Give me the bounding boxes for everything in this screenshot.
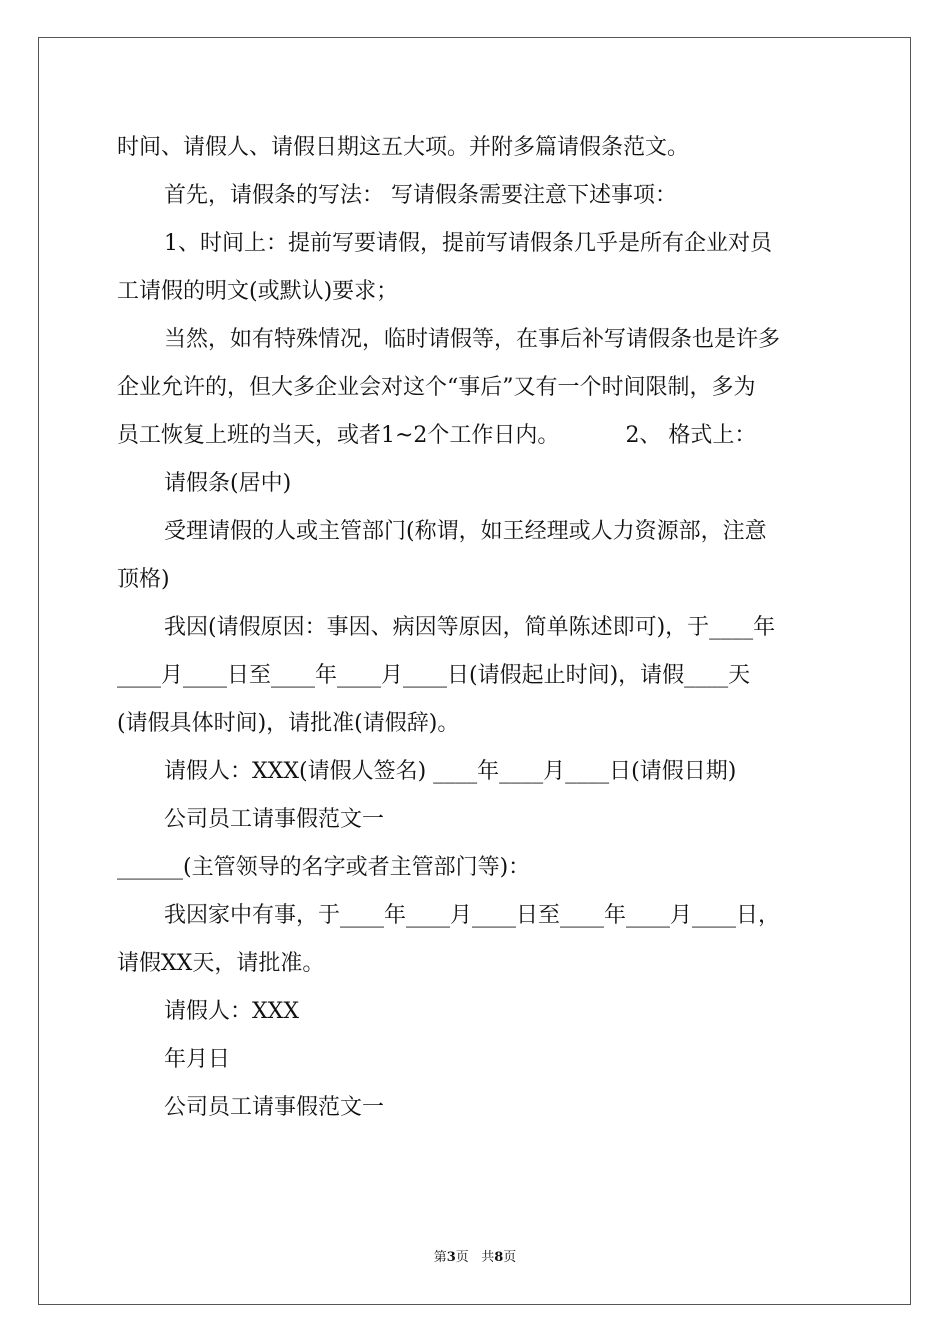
paragraph-line <box>117 416 833 464</box>
footer-page-unit: 页 <box>455 1250 469 1265</box>
paragraph-line: 请假条(居中) <box>164 471 292 496</box>
paragraph-line: 请假人：XXX <box>164 999 299 1024</box>
paragraph-line: 受理请假的人或主管部门(称谓，如王经理或人力资源部，注意 <box>164 519 767 544</box>
paragraph-line: (请假具体时间)，请批准(请假辞)。 <box>117 711 460 736</box>
paragraph-line: 1、时间上：提前写要请假，提前写请假条几乎是所有企业对员 <box>164 231 772 256</box>
paragraph-line: 顶格) <box>117 567 170 592</box>
paragraph-line: 当然，如有特殊情况，临时请假等，在事后补写请假条也是许多 <box>164 327 781 352</box>
paragraph-text: 2、 格式上： <box>625 423 757 448</box>
paragraph-line: 工请假的明文(或默认)要求； <box>117 279 399 304</box>
paragraph-line: 首先，请假条的写法： 写请假条需要注意下述事项： <box>164 183 677 208</box>
footer-page-number: 3 <box>446 1250 456 1265</box>
paragraph-line: 时间、请假人、请假日期这五大项。并附多篇请假条范文。 <box>117 135 690 160</box>
document-body <box>117 128 833 1136</box>
paragraph-line: 公司员工请事假范文一 <box>164 1095 385 1120</box>
paragraph-line: 我因家中有事，于____年____月____日至____年____月____日， <box>164 903 781 928</box>
paragraph-line: 请假人：XXX(请假人签名) ____年____月____日(请假日期) <box>164 759 737 784</box>
paragraph-line: 企业允许的，但大多企业会对这个“事后”又有一个时间限制，多为 <box>117 375 756 400</box>
paragraph-line: 请假XX天，请批准。 <box>117 951 325 976</box>
paragraph-line: 公司员工请事假范文一 <box>164 807 385 832</box>
footer-total-prefix: 共 <box>481 1250 495 1265</box>
footer-total-unit: 页 <box>503 1250 517 1265</box>
paragraph-line: 年月日 <box>164 1047 231 1072</box>
footer-total-number: 8 <box>494 1250 504 1265</box>
paragraph-line: ____月____日至____年____月____日(请假起止时间)，请假____天 <box>117 663 751 688</box>
paragraph-line: ______(主管领导的名字或者主管部门等)： <box>117 855 531 880</box>
paragraph-text: 员工恢复上班的当天，或者1~2个工作日内。 <box>117 423 560 448</box>
page-footer <box>0 1246 950 1265</box>
paragraph-line: 我因(请假原因：事因、病因等原因，简单陈述即可)，于____年 <box>164 615 776 640</box>
footer-page-prefix: 第 <box>433 1250 447 1265</box>
